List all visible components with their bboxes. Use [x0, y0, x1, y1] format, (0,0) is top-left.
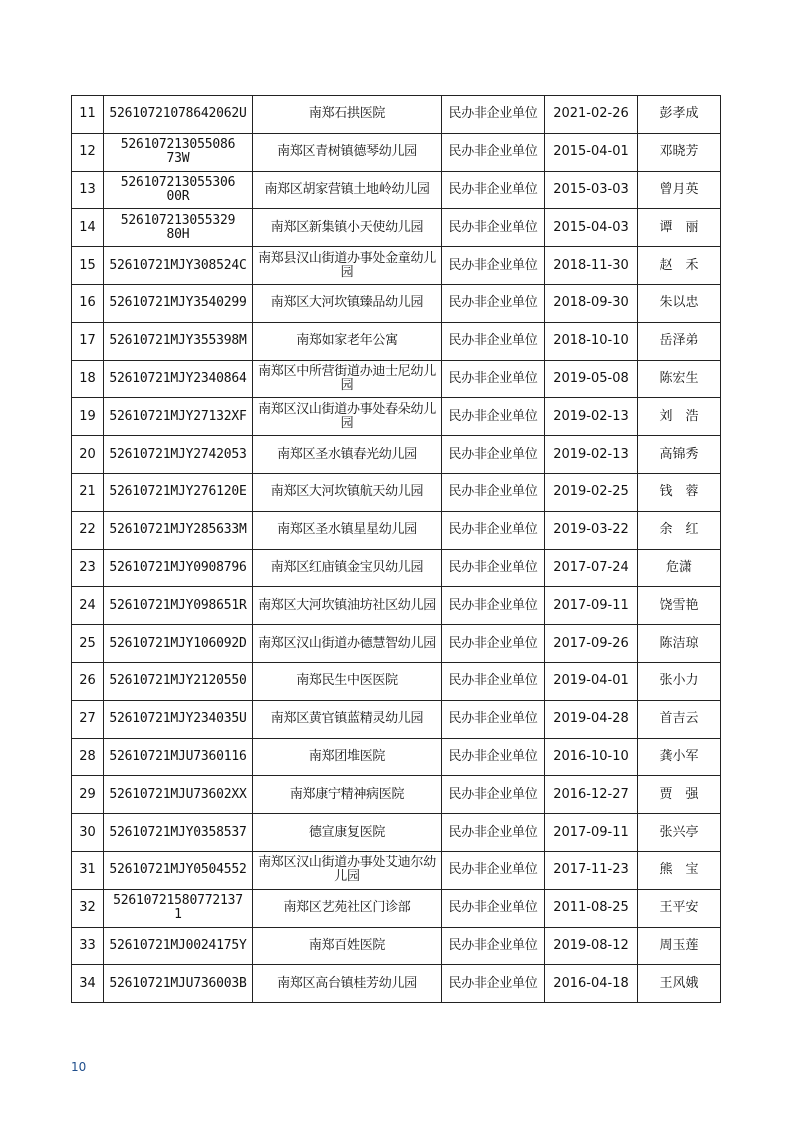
organization-name-cell: 南郑区红庙镇金宝贝幼儿园: [253, 549, 442, 587]
credit-code-cell: 52610721MJU73602XX: [104, 776, 253, 814]
legal-representative-cell: 龚小军: [638, 738, 721, 776]
table-row: [72, 889, 721, 927]
row-number-cell: 28: [72, 738, 104, 776]
organization-name-cell: 南郑区黄官镇蓝精灵幼儿园: [253, 700, 442, 738]
credit-code-cell: 526107213055306 00R: [104, 171, 253, 209]
organization-name-cell: 南郑民生中医医院: [253, 662, 442, 700]
credit-code-cell: 526107213055086 73W: [104, 133, 253, 171]
row-number-cell: 16: [72, 284, 104, 322]
row-number-cell: 26: [72, 662, 104, 700]
legal-representative-cell: 陈宏生: [638, 360, 721, 398]
registration-date-cell: 2019-02-13: [545, 436, 638, 474]
row-number-cell: 12: [72, 133, 104, 171]
organization-type-cell: 民办非企业单位: [442, 209, 545, 247]
registration-date-cell: 2016-04-18: [545, 965, 638, 1003]
credit-code-cell: 526107213055329 80H: [104, 209, 253, 247]
credit-code-cell: 52610721MJY0358537: [104, 814, 253, 852]
legal-representative-cell: 曾月英: [638, 171, 721, 209]
registration-date-cell: 2017-11-23: [545, 851, 638, 889]
row-number-cell: 19: [72, 398, 104, 436]
legal-representative-cell: 危潇: [638, 549, 721, 587]
table-row: [72, 209, 721, 247]
organization-type-cell: 民办非企业单位: [442, 284, 545, 322]
organization-type-cell: 民办非企业单位: [442, 814, 545, 852]
organization-type-cell: 民办非企业单位: [442, 247, 545, 285]
row-number-cell: 33: [72, 927, 104, 965]
row-number-cell: 29: [72, 776, 104, 814]
row-number-cell: 15: [72, 247, 104, 285]
row-number-cell: 13: [72, 171, 104, 209]
legal-representative-cell: 邓晓芳: [638, 133, 721, 171]
organization-type-cell: 民办非企业单位: [442, 436, 545, 474]
legal-representative-cell: 刘 浩: [638, 398, 721, 436]
organization-type-cell: 民办非企业单位: [442, 96, 545, 134]
row-number-cell: 30: [72, 814, 104, 852]
organization-name-cell: 南郑百姓医院: [253, 927, 442, 965]
organization-name-cell: 南郑区汉山街道办事处艾迪尔幼儿园: [253, 851, 442, 889]
credit-code-cell: 52610721MJY234035U: [104, 700, 253, 738]
registration-date-cell: 2015-04-01: [545, 133, 638, 171]
organization-name-cell: 南郑区高台镇桂芳幼儿园: [253, 965, 442, 1003]
table-row: [72, 436, 721, 474]
legal-representative-cell: 王风娥: [638, 965, 721, 1003]
organization-type-cell: 民办非企业单位: [442, 322, 545, 360]
credit-code-cell: 52610721MJY0504552: [104, 851, 253, 889]
legal-representative-cell: 高锦秀: [638, 436, 721, 474]
table-row: [72, 171, 721, 209]
registration-date-cell: 2015-03-03: [545, 171, 638, 209]
organization-type-cell: 民办非企业单位: [442, 625, 545, 663]
organization-name-cell: 南郑县汉山街道办事处金童幼儿园: [253, 247, 442, 285]
registration-date-cell: 2019-02-25: [545, 473, 638, 511]
table-row: [72, 965, 721, 1003]
organization-name-cell: 南郑区胡家营镇土地岭幼儿园: [253, 171, 442, 209]
row-number-cell: 24: [72, 587, 104, 625]
organization-name-cell: 南郑区艺苑社区门诊部: [253, 889, 442, 927]
table-row: [72, 511, 721, 549]
row-number-cell: 18: [72, 360, 104, 398]
table-row: [72, 662, 721, 700]
organization-type-cell: 民办非企业单位: [442, 133, 545, 171]
credit-code-cell: 52610721MJY3540299: [104, 284, 253, 322]
organization-name-cell: 南郑区青树镇德琴幼儿园: [253, 133, 442, 171]
registry-table: [71, 95, 721, 1003]
legal-representative-cell: 王平安: [638, 889, 721, 927]
legal-representative-cell: 首吉云: [638, 700, 721, 738]
organization-type-cell: 民办非企业单位: [442, 360, 545, 398]
row-number-cell: 27: [72, 700, 104, 738]
organization-name-cell: 南郑团堆医院: [253, 738, 442, 776]
credit-code-cell: 52610721MJY106092D: [104, 625, 253, 663]
organization-name-cell: 南郑区大河坎镇航天幼儿园: [253, 473, 442, 511]
row-number-cell: 11: [72, 96, 104, 134]
row-number-cell: 31: [72, 851, 104, 889]
table-row: [72, 398, 721, 436]
credit-code-cell: 52610721MJY2742053: [104, 436, 253, 474]
credit-code-cell: 52610721MJY098651R: [104, 587, 253, 625]
organization-name-cell: 南郑区圣水镇星星幼儿园: [253, 511, 442, 549]
row-number-cell: 34: [72, 965, 104, 1003]
row-number-cell: 14: [72, 209, 104, 247]
table-row: [72, 473, 721, 511]
table-row: [72, 247, 721, 285]
row-number-cell: 23: [72, 549, 104, 587]
organization-type-cell: 民办非企业单位: [442, 171, 545, 209]
table-row: [72, 587, 721, 625]
legal-representative-cell: 朱以忠: [638, 284, 721, 322]
organization-name-cell: 南郑区大河坎镇油坊社区幼儿园: [253, 587, 442, 625]
credit-code-cell: 52610721MJY0908796: [104, 549, 253, 587]
organization-type-cell: 民办非企业单位: [442, 851, 545, 889]
legal-representative-cell: 余 红: [638, 511, 721, 549]
credit-code-cell: 52610721MJY285633M: [104, 511, 253, 549]
organization-type-cell: 民办非企业单位: [442, 927, 545, 965]
registration-date-cell: 2019-04-01: [545, 662, 638, 700]
registration-date-cell: 2019-08-12: [545, 927, 638, 965]
credit-code-cell: 52610721MJY2340864: [104, 360, 253, 398]
legal-representative-cell: 熊 宝: [638, 851, 721, 889]
organization-type-cell: 民办非企业单位: [442, 889, 545, 927]
organization-type-cell: 民办非企业单位: [442, 473, 545, 511]
organization-type-cell: 民办非企业单位: [442, 700, 545, 738]
table-row: [72, 738, 721, 776]
row-number-cell: 20: [72, 436, 104, 474]
organization-name-cell: 南郑区大河坎镇臻品幼儿园: [253, 284, 442, 322]
legal-representative-cell: 饶雪艳: [638, 587, 721, 625]
table-row: [72, 360, 721, 398]
table-row: [72, 851, 721, 889]
registration-date-cell: 2019-02-13: [545, 398, 638, 436]
organization-name-cell: 南郑区中所营街道办迪士尼幼儿园: [253, 360, 442, 398]
registration-date-cell: 2018-11-30: [545, 247, 638, 285]
organization-name-cell: 南郑康宁精神病医院: [253, 776, 442, 814]
legal-representative-cell: 周玉莲: [638, 927, 721, 965]
organization-type-cell: 民办非企业单位: [442, 398, 545, 436]
table-row: [72, 549, 721, 587]
registration-date-cell: 2016-12-27: [545, 776, 638, 814]
legal-representative-cell: 张兴亭: [638, 814, 721, 852]
registry-table-body: [72, 96, 721, 1003]
table-row: [72, 700, 721, 738]
table-row: [72, 133, 721, 171]
registration-date-cell: 2018-09-30: [545, 284, 638, 322]
organization-name-cell: 南郑区圣水镇春光幼儿园: [253, 436, 442, 474]
registration-date-cell: 2017-07-24: [545, 549, 638, 587]
legal-representative-cell: 彭孝成: [638, 96, 721, 134]
row-number-cell: 25: [72, 625, 104, 663]
table-row: [72, 927, 721, 965]
registration-date-cell: 2015-04-03: [545, 209, 638, 247]
organization-type-cell: 民办非企业单位: [442, 662, 545, 700]
legal-representative-cell: 张小力: [638, 662, 721, 700]
page-number: 10: [71, 1060, 87, 1074]
credit-code-cell: 52610721MJY308524C: [104, 247, 253, 285]
registration-date-cell: 2021-02-26: [545, 96, 638, 134]
table-row: [72, 814, 721, 852]
credit-code-cell: 52610721MJU736003B: [104, 965, 253, 1003]
organization-type-cell: 民办非企业单位: [442, 965, 545, 1003]
organization-name-cell: 南郑区汉山街道办事处春朵幼儿园: [253, 398, 442, 436]
credit-code-cell: 52610721MJY276120E: [104, 473, 253, 511]
organization-type-cell: 民办非企业单位: [442, 776, 545, 814]
organization-type-cell: 民办非企业单位: [442, 587, 545, 625]
row-number-cell: 32: [72, 889, 104, 927]
registration-date-cell: 2019-03-22: [545, 511, 638, 549]
table-row: [72, 625, 721, 663]
legal-representative-cell: 贾 强: [638, 776, 721, 814]
credit-code-cell: 52610721MJY27132XF: [104, 398, 253, 436]
organization-type-cell: 民办非企业单位: [442, 511, 545, 549]
credit-code-cell: 52610721MJU7360116: [104, 738, 253, 776]
registration-date-cell: 2017-09-26: [545, 625, 638, 663]
table-row: [72, 284, 721, 322]
organization-name-cell: 南郑石拱医院: [253, 96, 442, 134]
legal-representative-cell: 钱 蓉: [638, 473, 721, 511]
row-number-cell: 21: [72, 473, 104, 511]
credit-code-cell: 52610721078642062U: [104, 96, 253, 134]
registration-date-cell: 2019-05-08: [545, 360, 638, 398]
organization-name-cell: 德宣康复医院: [253, 814, 442, 852]
credit-code-cell: 52610721MJY355398M: [104, 322, 253, 360]
credit-code-cell: 52610721580772137 1: [104, 889, 253, 927]
registration-date-cell: 2016-10-10: [545, 738, 638, 776]
registration-date-cell: 2018-10-10: [545, 322, 638, 360]
registration-date-cell: 2019-04-28: [545, 700, 638, 738]
table-row: [72, 96, 721, 134]
credit-code-cell: 52610721MJ0024175Y: [104, 927, 253, 965]
table-row: [72, 776, 721, 814]
legal-representative-cell: 赵 禾: [638, 247, 721, 285]
organization-name-cell: 南郑区新集镇小天使幼儿园: [253, 209, 442, 247]
credit-code-cell: 52610721MJY2120550: [104, 662, 253, 700]
organization-name-cell: 南郑区汉山街道办德慧智幼儿园: [253, 625, 442, 663]
table-row: [72, 322, 721, 360]
organization-type-cell: 民办非企业单位: [442, 738, 545, 776]
registration-date-cell: 2017-09-11: [545, 587, 638, 625]
legal-representative-cell: 岳泽弟: [638, 322, 721, 360]
row-number-cell: 17: [72, 322, 104, 360]
registration-date-cell: 2017-09-11: [545, 814, 638, 852]
legal-representative-cell: 陈洁琼: [638, 625, 721, 663]
organization-name-cell: 南郑如家老年公寓: [253, 322, 442, 360]
registration-date-cell: 2011-08-25: [545, 889, 638, 927]
legal-representative-cell: 谭 丽: [638, 209, 721, 247]
row-number-cell: 22: [72, 511, 104, 549]
organization-type-cell: 民办非企业单位: [442, 549, 545, 587]
